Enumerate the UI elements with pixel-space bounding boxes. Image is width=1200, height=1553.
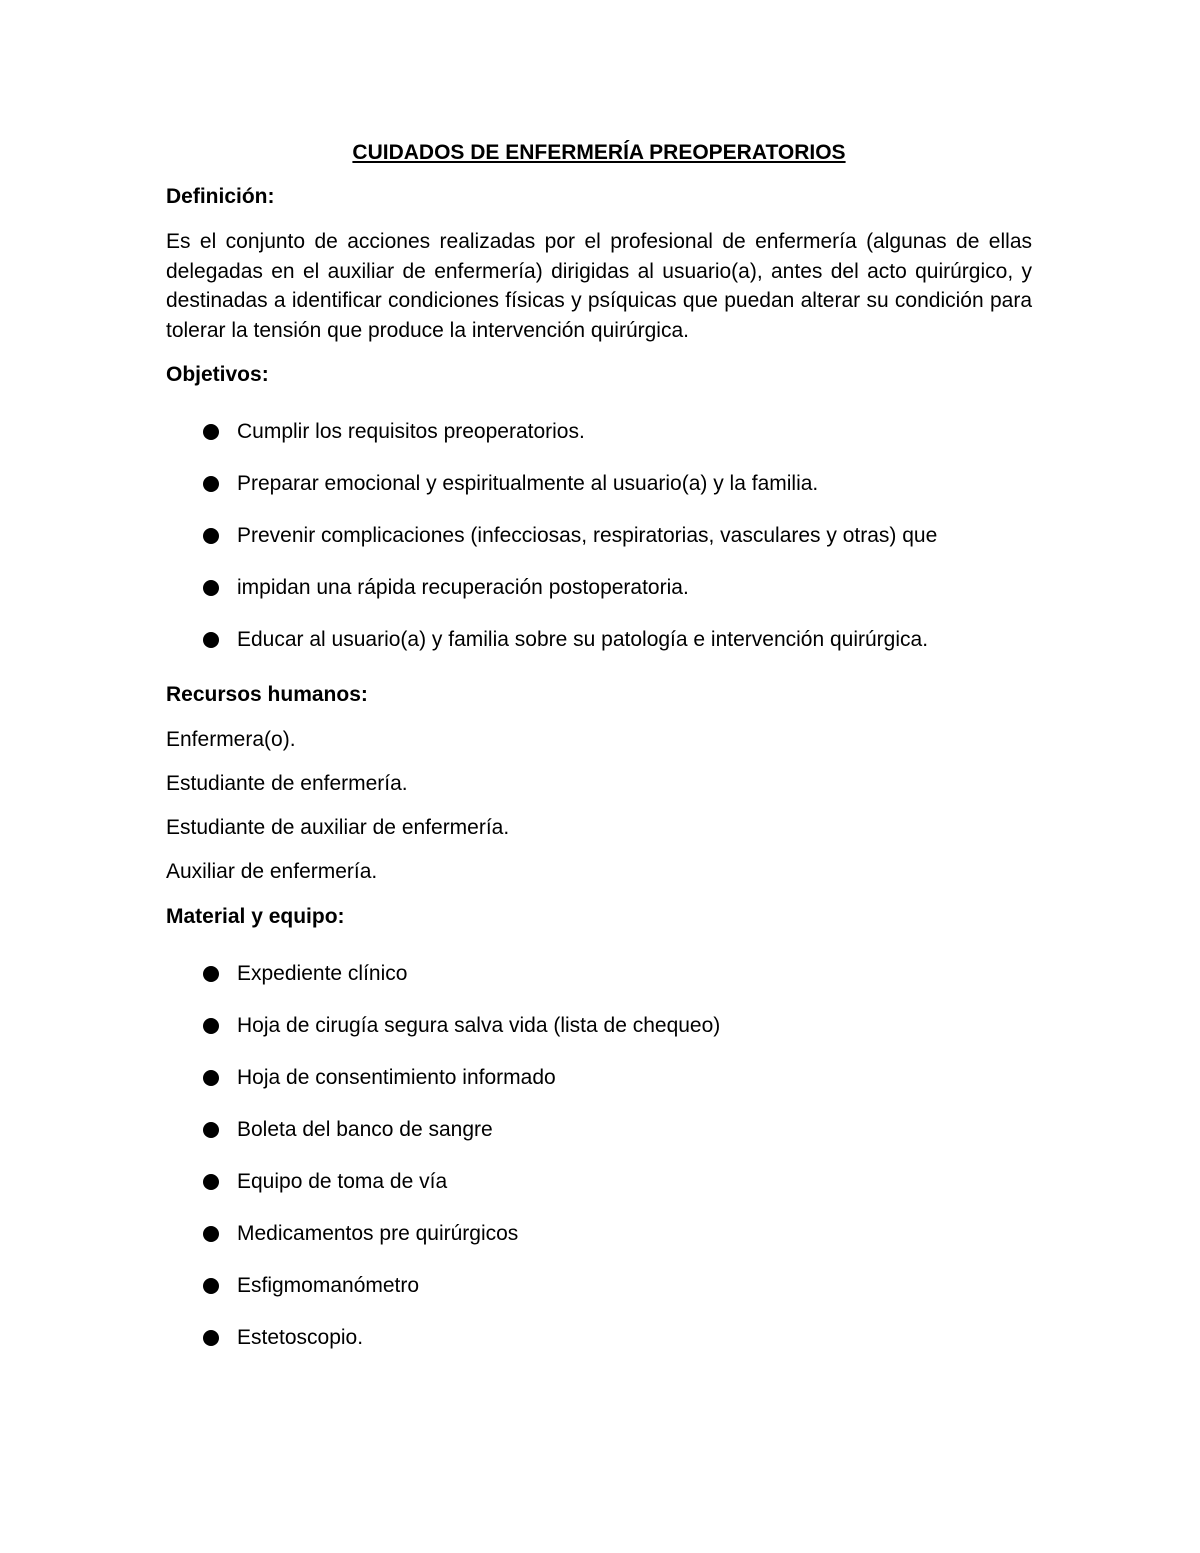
bullet-icon: [203, 632, 219, 648]
material-text: Medicamentos pre quirúrgicos: [237, 1222, 519, 1245]
bullet-icon: [203, 528, 219, 544]
objetivo-text: Educar al usuario(a) y familia sobre su patología e intervención quirúrgica.: [237, 628, 929, 651]
document-page: [166, 138, 1032, 1353]
definicion-text: Es el conjunto de acciones realizadas por el profesional de enfermería (algunas de ellas delegadas en el auxiliar de enfermería) dirigidas al usuario(a), antes del acto quirúrgico, y destinadas a identificar condiciones físicas y psíquicas que puedan alterar su condición para tolerar la tensión que produce la intervención quirúrgica.: [166, 230, 1032, 342]
list-item: [166, 573, 1032, 603]
material-text: Estetoscopio.: [237, 1326, 364, 1349]
objetivos-list: [166, 417, 1032, 655]
bullet-icon: [203, 1122, 219, 1138]
list-item: [166, 469, 1032, 499]
bullet-icon: [203, 966, 219, 982]
objetivo-text: Cumplir los requisitos preoperatorios.: [237, 420, 585, 443]
list-item: [166, 417, 1032, 447]
material-text: Esfigmomanómetro: [237, 1274, 420, 1297]
bullet-icon: [203, 1278, 219, 1294]
material-text: Equipo de toma de vía: [237, 1170, 448, 1193]
list-item: [166, 959, 1032, 989]
bullet-icon: [203, 1070, 219, 1086]
objetivo-text: Prevenir complicaciones (infecciosas, respiratorias, vasculares y otras) que: [237, 524, 938, 547]
material-text: Expediente clínico: [237, 962, 408, 985]
list-item: [166, 1323, 1032, 1353]
definicion-heading: Definición:: [166, 185, 275, 208]
bullet-icon: [203, 1018, 219, 1034]
recurso-item: Estudiante de auxiliar de enfermería.: [166, 816, 510, 839]
document-title: CUIDADOS DE ENFERMERÍA PREOPERATORIOS: [352, 141, 846, 164]
list-item: [166, 1271, 1032, 1301]
objetivos-heading: Objetivos:: [166, 363, 269, 386]
recurso-item: Auxiliar de enfermería.: [166, 860, 378, 883]
list-item: [166, 1011, 1032, 1041]
list-item: [166, 521, 1032, 551]
recurso-item: Estudiante de enfermería.: [166, 772, 408, 795]
objetivo-text: Preparar emocional y espiritualmente al usuario(a) y la familia.: [237, 472, 819, 495]
bullet-icon: [203, 580, 219, 596]
bullet-icon: [203, 1330, 219, 1346]
list-item: [166, 1219, 1032, 1249]
objetivo-text: impidan una rápida recuperación postoperatoria.: [237, 576, 689, 599]
material-heading: Material y equipo:: [166, 905, 345, 928]
list-item: [166, 1115, 1032, 1145]
list-item: [166, 1167, 1032, 1197]
bullet-icon: [203, 1174, 219, 1190]
bullet-icon: [203, 1226, 219, 1242]
bullet-icon: [203, 476, 219, 492]
material-text: Hoja de cirugía segura salva vida (lista de chequeo): [237, 1014, 721, 1037]
material-list: [166, 959, 1032, 1353]
recursos-heading: Recursos humanos:: [166, 683, 368, 706]
list-item: [166, 1063, 1032, 1093]
recurso-item: Enfermera(o).: [166, 728, 296, 751]
list-item: [166, 625, 1032, 655]
bullet-icon: [203, 424, 219, 440]
material-text: Hoja de consentimiento informado: [237, 1066, 556, 1089]
material-text: Boleta del banco de sangre: [237, 1118, 493, 1141]
